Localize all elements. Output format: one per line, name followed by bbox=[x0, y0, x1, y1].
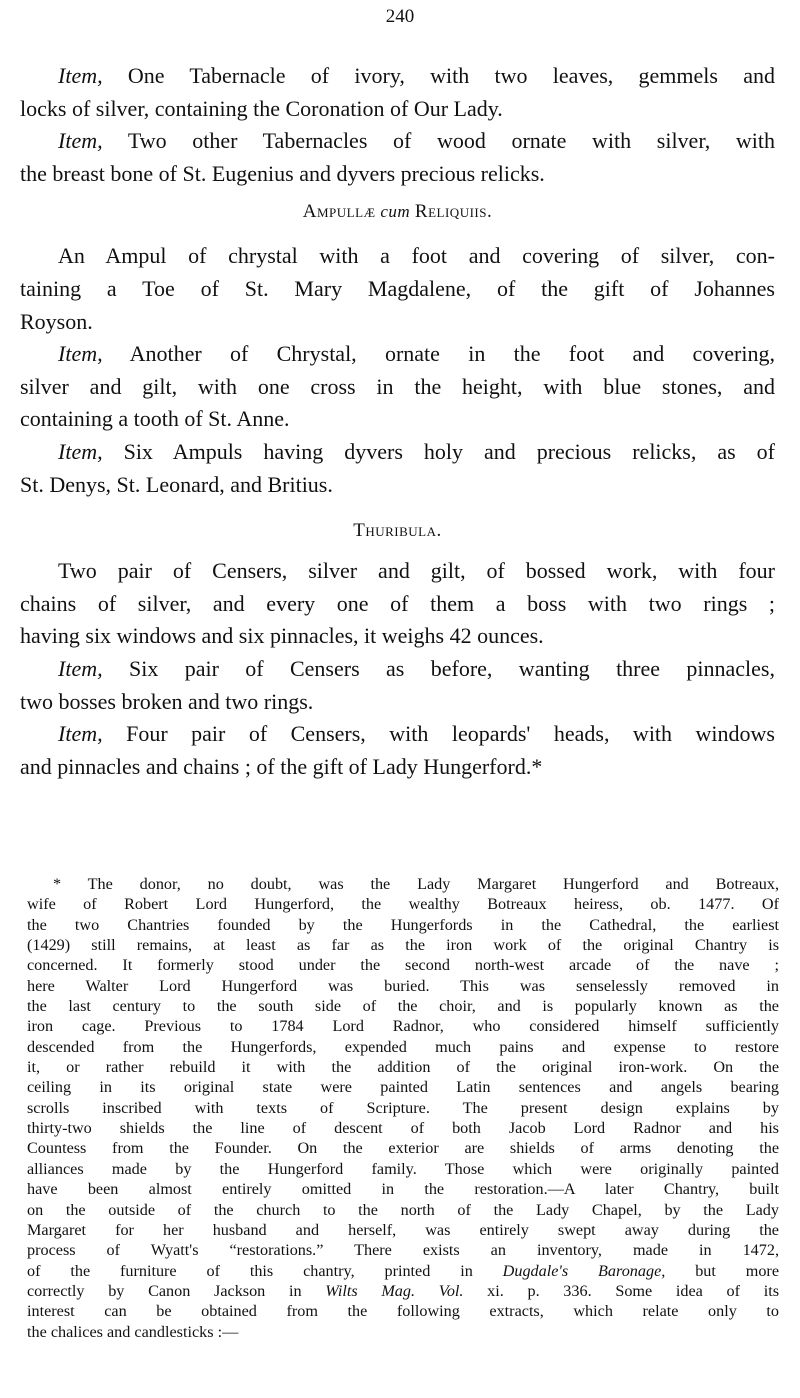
text-line bbox=[20, 718, 775, 751]
text-segment: have been almost entirely omitted in the restoration.—A later Chantry, built bbox=[27, 1180, 779, 1199]
text-segment: * The donor, no doubt, was the Lady Margaret Hungerford and Botreaux, bbox=[53, 875, 779, 893]
text-line bbox=[27, 1322, 779, 1342]
text-segment: it, or rather rebuild it with the addition of the original iron-work. On the bbox=[27, 1058, 779, 1077]
text-line bbox=[27, 1077, 779, 1097]
text-segment: containing a tooth of St. Anne. bbox=[20, 406, 290, 432]
text-line bbox=[27, 915, 779, 935]
text-line bbox=[27, 996, 779, 1016]
text-line bbox=[20, 158, 775, 191]
main-text bbox=[20, 60, 775, 783]
text-line bbox=[20, 240, 775, 273]
text-segment: the chalices and candlesticks :— bbox=[27, 1322, 239, 1341]
text-line bbox=[20, 93, 775, 126]
text-segment: chains of silver, and every one of them a boss with two rings ; bbox=[20, 590, 775, 616]
text-segment: One Tabernacle of ivory, with two leaves, gemmels and bbox=[102, 63, 775, 88]
text-line bbox=[27, 1301, 779, 1321]
text-segment: correctly by Canon Jackson in bbox=[27, 1281, 326, 1300]
text-segment: locks of silver, containing the Coronation of Our Lady. bbox=[20, 95, 503, 121]
text-segment: silver and gilt, with one cross in the height, with blue stones, and bbox=[20, 373, 775, 399]
italic-text: Item, bbox=[58, 341, 103, 367]
text-segment: on the outside of the church to the north of the Lady Chapel, by the Lady bbox=[27, 1200, 779, 1219]
text-line bbox=[20, 555, 775, 588]
text-segment: scrolls inscribed with texts of Scripture. The present design explains by bbox=[27, 1098, 779, 1117]
italic-text: Dugdale's Baronage, bbox=[502, 1261, 666, 1280]
text-segment: Four pair of Censers, with leopards' heads, with windows bbox=[102, 721, 775, 747]
text-segment: concerned. It formerly stood under the second north-west arcade of the nave ; bbox=[27, 956, 779, 975]
text-segment: An Ampul of chrystal with a foot and covering of silver, con- bbox=[58, 243, 775, 269]
text-line bbox=[27, 1037, 779, 1057]
text-line bbox=[27, 1200, 779, 1220]
text-segment: Margaret for her husband and herself, was entirely swept away during the bbox=[27, 1220, 779, 1239]
text-segment: interest can be obtained from the following extracts, which relate only to bbox=[27, 1302, 779, 1321]
text-line bbox=[27, 1016, 779, 1036]
text-segment: Two other Tabernacles of wood ornate with silver, with bbox=[102, 128, 775, 154]
text-line bbox=[27, 1261, 779, 1281]
section-heading bbox=[20, 515, 775, 547]
italic-text: Item, bbox=[58, 63, 103, 88]
text-segment: St. Denys, St. Leonard, and Britius. bbox=[20, 471, 333, 497]
italic-text: Wilts Mag. Vol. bbox=[325, 1281, 464, 1300]
text-segment: taining a Toe of St. Mary Magdalene, of the gift of Johannes bbox=[20, 275, 775, 301]
text-segment: ceiling in its original state were painted Latin sentences and angels bearing bbox=[27, 1078, 779, 1097]
text-segment: Another of Chrystal, ornate in the foot and covering, bbox=[102, 341, 775, 367]
footnote bbox=[27, 874, 779, 1342]
text-line bbox=[20, 620, 775, 653]
text-line bbox=[27, 1220, 779, 1240]
text-line bbox=[27, 935, 779, 955]
page-number: 240 bbox=[385, 6, 415, 27]
text-line bbox=[20, 436, 775, 469]
text-segment: two bosses broken and two rings. bbox=[20, 688, 314, 714]
text-segment: but more bbox=[665, 1261, 780, 1280]
text-line bbox=[20, 751, 775, 784]
italic-text: Item, bbox=[58, 655, 103, 681]
section-heading bbox=[20, 196, 775, 228]
italic-text: Item, bbox=[58, 721, 103, 747]
text-line bbox=[20, 273, 775, 306]
italic-text: Item, bbox=[58, 438, 103, 464]
text-line bbox=[27, 1159, 779, 1179]
text-line bbox=[20, 469, 775, 502]
text-segment: of the furniture of this chantry, printed in bbox=[27, 1261, 503, 1280]
text-line bbox=[27, 874, 779, 894]
text-line bbox=[20, 125, 775, 158]
text-line bbox=[20, 588, 775, 621]
text-segment: the breast bone of St. Eugenius and dyvers precious relicks. bbox=[20, 160, 545, 186]
text-segment: Countess from the Founder. On the exterior are shields of arms denoting the bbox=[27, 1139, 779, 1158]
text-line bbox=[27, 1179, 779, 1199]
text-segment: and pinnacles and chains ; of the gift of Lady Hungerford.* bbox=[20, 753, 543, 779]
text-segment: descended from the Hungerfords, expended much pains and expense to restore bbox=[27, 1037, 779, 1056]
text-segment: Six Ampuls having dyvers holy and precious relicks, as of bbox=[102, 438, 775, 464]
text-segment: Thuribula. bbox=[353, 520, 442, 542]
text-segment: iron cage. Previous to 1784 Lord Radnor, who considered himself sufficiently bbox=[27, 1017, 779, 1036]
text-line bbox=[20, 403, 775, 436]
text-line bbox=[27, 894, 779, 914]
text-segment: (1429) still remains, at least as far as the iron work of the original Chantry is bbox=[27, 936, 779, 955]
text-line bbox=[27, 1240, 779, 1260]
text-segment: Royson. bbox=[20, 308, 93, 334]
text-segment: Ampullæ bbox=[302, 201, 376, 223]
text-segment: here Walter Lord Hungerford was buried. This was senselessly removed in bbox=[27, 976, 779, 995]
text-line bbox=[27, 955, 779, 975]
text-line bbox=[20, 338, 775, 371]
text-segment: having six windows and six pinnacles, it weighs 42 ounces. bbox=[20, 623, 544, 649]
text-line bbox=[27, 1281, 779, 1301]
text-line bbox=[27, 1138, 779, 1158]
text-line bbox=[27, 1118, 779, 1138]
text-line bbox=[27, 1057, 779, 1077]
text-segment: Six pair of Censers as before, wanting three pinnacles, bbox=[102, 655, 775, 681]
text-segment: Reliquiis. bbox=[414, 201, 493, 223]
text-segment: thirty-two shields the line of descent of both Jacob Lord Radnor and his bbox=[27, 1119, 779, 1138]
text-line bbox=[20, 306, 775, 339]
text-segment: the last century to the south side of the choir, and is popularly known as the bbox=[27, 997, 779, 1016]
text-line bbox=[27, 976, 779, 996]
text-line bbox=[27, 1098, 779, 1118]
text-line bbox=[20, 371, 775, 404]
text-line bbox=[20, 653, 775, 686]
text-segment: xi. p. 336. Some idea of its bbox=[463, 1281, 779, 1300]
text-line bbox=[20, 60, 775, 93]
text-line bbox=[20, 686, 775, 719]
text-segment: process of Wyatt's “restorations.” There exists an inventory, made in 1472, bbox=[27, 1241, 779, 1260]
text-segment: Two pair of Censers, silver and gilt, of bossed work, with four bbox=[58, 558, 775, 584]
italic-text: Item, bbox=[58, 128, 103, 154]
text-segment: the two Chantries founded by the Hungerfords in the Cathedral, the earliest bbox=[27, 915, 779, 934]
italic-text: cum bbox=[380, 202, 411, 222]
text-segment: alliances made by the Hungerford family. Those which were originally painted bbox=[27, 1159, 779, 1178]
text-segment: wife of Robert Lord Hungerford, the wealthy Botreaux heiress, ob. 1477. Of bbox=[27, 895, 779, 914]
